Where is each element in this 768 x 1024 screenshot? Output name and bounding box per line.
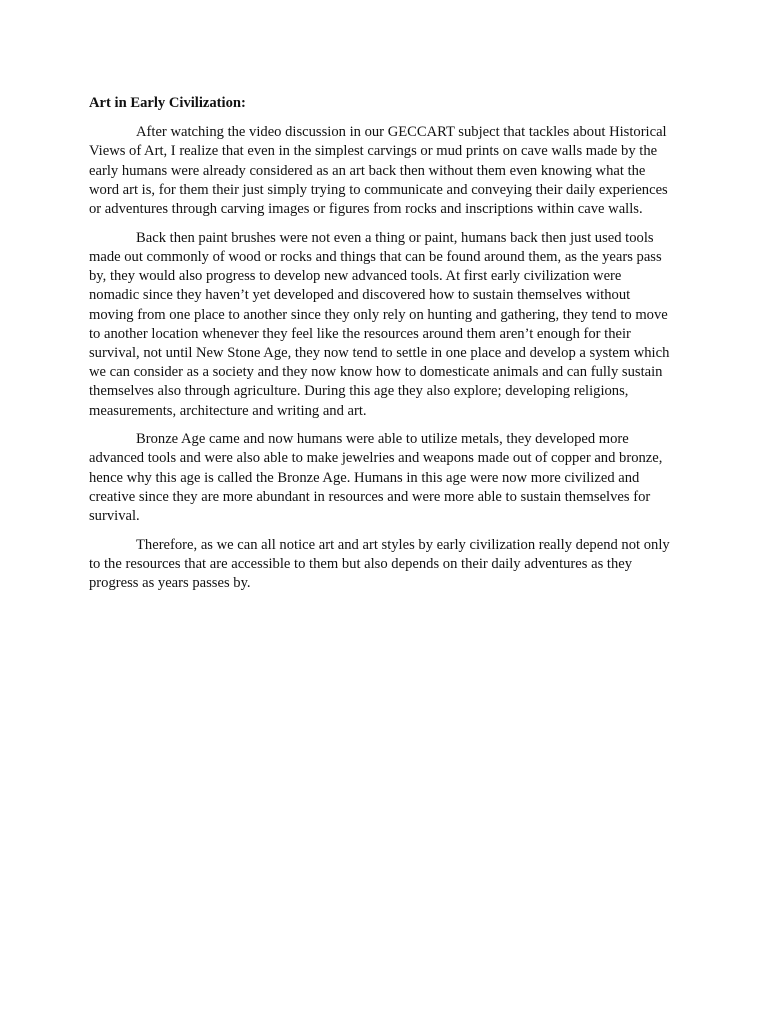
paragraph-4: Therefore, as we can all notice art and art styles by early civilization really depend not only to the resources that are accessible to them but also depends on their daily adventures as they progress as years passes by. <box>89 536 670 592</box>
paragraph-3: Bronze Age came and now humans were able to utilize metals, they developed more advanced tools and were also able to make jewelries and weapons made out of copper and bronze, hence why this age is called the Bronze Age. Humans in this age were now more civilized and creative since they are more abundant in resources and were more able to sustain themselves for survival. <box>89 431 663 525</box>
paragraph-1: After watching the video discussion in our GECCART subject that tackles about Historical Views of Art, I realize that even in the simplest carvings or mud prints on cave walls made by the early humans were already considered as an art back then without them even knowing what the word art is, for them their just simply trying to communicate and conveying their daily experiences or adventures through carving images or figures from rocks and inscriptions within cave walls. <box>89 124 668 218</box>
paragraph-2: Back then paint brushes were not even a thing or paint, humans back then just used tools made out commonly of wood or rocks and things that can be found around them, as the years pass by, they would also progress to develop new advanced tools. At first early civilization were nomadic since they haven’t yet developed and discovered how to sustain themselves without moving from one place to another since they only rely on hunting and gathering, they tend to move to another location whenever they feel like the resources around them aren’t enough for their survival, not until New Stone Age, they now tend to settle in one place and develop a system which we can consider as a society and they now know how to domesticate animals and can fully sustain themselves also through agriculture. During this age they also explore; developing religions, measurements, architecture and writing and art. <box>89 229 670 419</box>
document-body <box>89 94 673 603</box>
document-title: Art in Early Civilization: <box>89 95 246 111</box>
